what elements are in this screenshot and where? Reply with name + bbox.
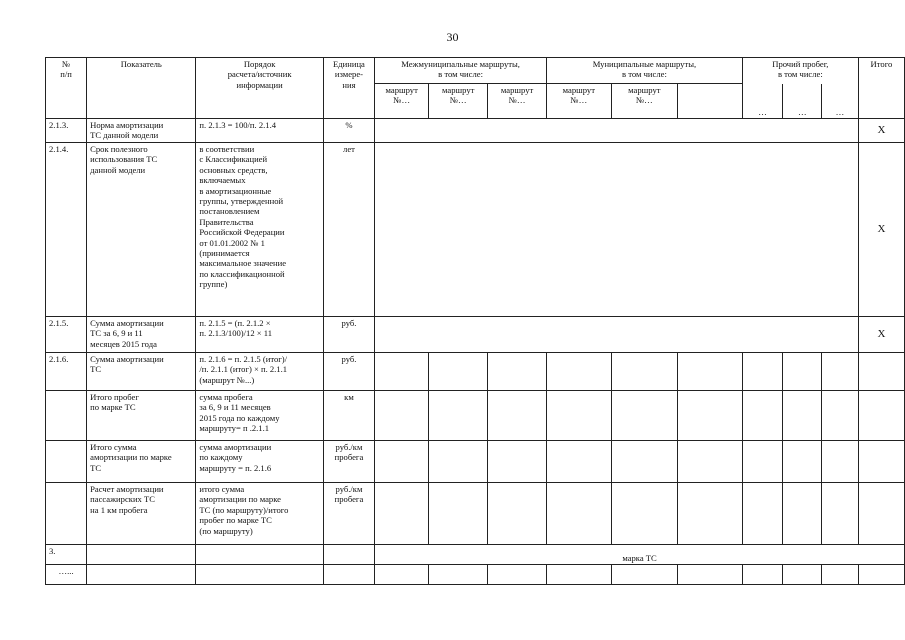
row-num: 2.1.4. — [46, 143, 87, 317]
row-num — [46, 483, 87, 545]
table-row — [46, 545, 905, 565]
calculation-table — [45, 57, 905, 585]
row-procedure: итого сумма амортизации по марке ТС (по маршруту)/итого пробег по марке ТС (по маршруту) — [196, 483, 323, 545]
row-merged-cell — [375, 119, 859, 143]
row-unit: руб. — [323, 353, 374, 391]
header-route: маршрут №… — [547, 84, 612, 119]
header-num: № п/п — [46, 58, 87, 119]
table-row — [46, 391, 905, 441]
header-route: маршрут №… — [611, 84, 677, 119]
row-num: …... — [46, 565, 87, 585]
row-indicator: Итого сумма амортизации по марке ТС — [87, 441, 196, 483]
row-merged-cell — [375, 317, 859, 353]
header-dots: … — [783, 84, 822, 119]
row-num: 2.1.5. — [46, 317, 87, 353]
row-unit: лет — [323, 143, 374, 317]
row-unit: руб. — [323, 317, 374, 353]
table-row — [46, 565, 905, 585]
row-procedure: п. 2.1.3 = 100/п. 2.1.4 — [196, 119, 323, 143]
header-dots: … — [822, 84, 859, 119]
row-unit: руб./км пробега — [323, 441, 374, 483]
row-procedure: п. 2.1.6 = п. 2.1.5 (итог)/ /п. 2.1.1 (итог) × п. 2.1.1 (маршрут №...) — [196, 353, 323, 391]
table-row — [46, 119, 905, 143]
row-procedure: п. 2.1.5 = (п. 2.1.2 × п. 2.1.3/100)/12 × 11 — [196, 317, 323, 353]
table-row — [46, 483, 905, 545]
row-total: Х — [858, 143, 904, 317]
page-number: 30 — [446, 30, 459, 44]
row-indicator: Срок полезного использования ТС данной модели — [87, 143, 196, 317]
header-route: маршрут №… — [375, 84, 429, 119]
header-unit: Единица измере- ния — [323, 58, 374, 119]
row-procedure: сумма амортизации по каждому маршруту = п. 2.1.6 — [196, 441, 323, 483]
row-procedure: сумма пробега за 6, 9 и 11 месяцев 2015 года по каждому маршруту= п .2.1.1 — [196, 391, 323, 441]
row-indicator: Сумма амортизации ТС — [87, 353, 196, 391]
row-merged-cell — [375, 143, 859, 317]
row-indicator: Сумма амортизации ТС за 6, 9 и 11 месяцев 2015 года — [87, 317, 196, 353]
header-indicator: Показатель — [87, 58, 196, 119]
row-num: 2.1.6. — [46, 353, 87, 391]
row-unit: км — [323, 391, 374, 441]
header-intermunicipal: Межмуниципальные маршруты, в том числе: — [375, 58, 547, 84]
header-route: маршрут №… — [488, 84, 547, 119]
header-other: Прочий пробег, в том числе: — [742, 58, 858, 84]
header-municipal: Муниципальные маршруты, в том числе: — [547, 58, 743, 84]
header-route: маршрут №… — [429, 84, 488, 119]
row-total: Х — [858, 317, 904, 353]
row-num: 2.1.3. — [46, 119, 87, 143]
header-dots: … — [742, 84, 783, 119]
row-indicator: Норма амортизации ТС данной модели — [87, 119, 196, 143]
table-row — [46, 317, 905, 353]
row-procedure: в соответствии с Классификацией основных средств, включаемых в амортизационные группы, утвержденной постановлением Правительства Российской Федерации от 01.01.2002 № 1 (принимается максимальное значение по классификационной группе) — [196, 143, 323, 317]
row-indicator: Расчет амортизации пассажирских ТС на 1 км пробега — [87, 483, 196, 545]
row-num — [46, 441, 87, 483]
row-num: 3. — [46, 545, 87, 565]
header-empty — [678, 84, 743, 119]
header-total: Итого — [858, 58, 904, 119]
header-procedure: Порядок расчета/источник информации — [196, 58, 323, 119]
table-row — [46, 143, 905, 317]
row-num — [46, 391, 87, 441]
row-total: Х — [858, 119, 904, 143]
row-unit: % — [323, 119, 374, 143]
table-row — [46, 353, 905, 391]
row-unit: руб./км пробега — [323, 483, 374, 545]
row-indicator: Итого пробег по марке ТС — [87, 391, 196, 441]
table-row — [46, 441, 905, 483]
brand-label: марка ТС — [375, 545, 905, 565]
